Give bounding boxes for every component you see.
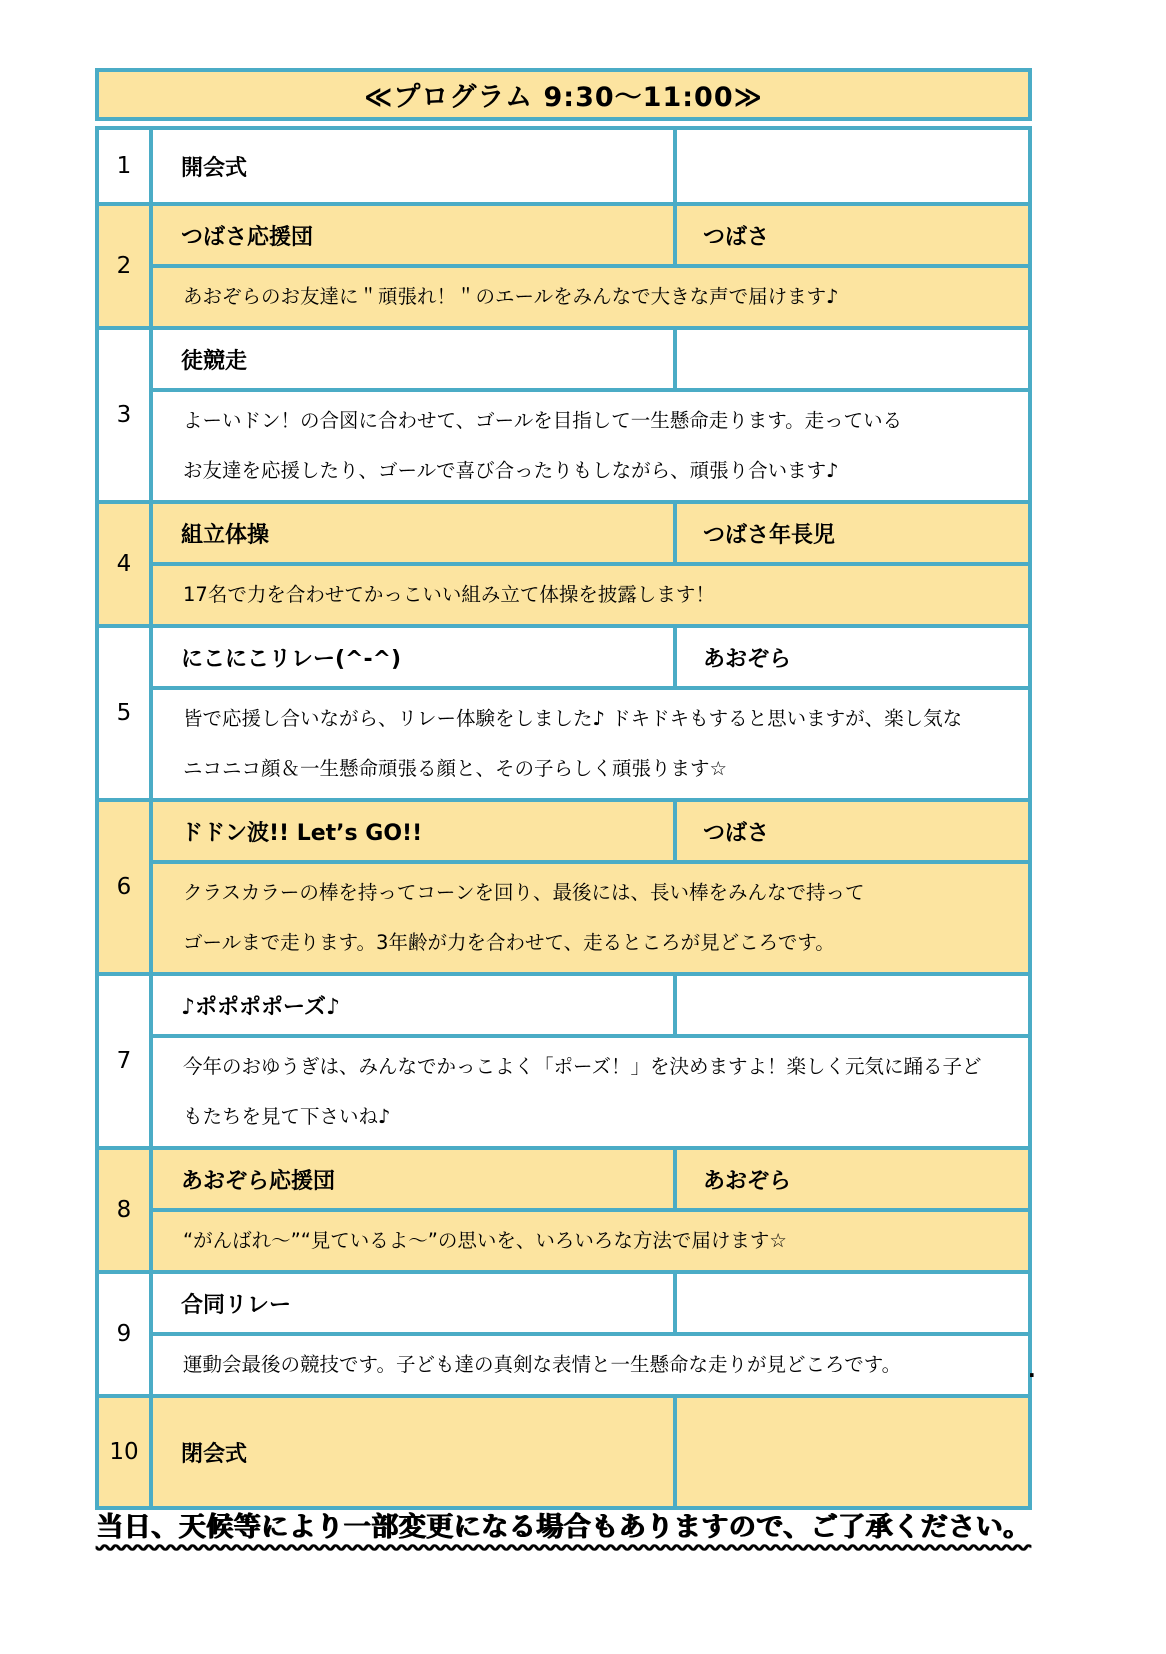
table-row: [99, 1150, 1028, 1270]
row-content: [153, 330, 1028, 500]
description-line: お友達を応援したり、ゴールで喜び合ったりもしながら、頑張り合います♪: [183, 459, 839, 482]
event-description: [153, 392, 1028, 500]
title-row: [153, 1398, 1028, 1506]
row-content: [153, 802, 1028, 972]
description-line: あおぞらのお友達に＂頑張れ！＂のエールをみんなで大きな声で届けます♪: [183, 285, 839, 308]
row-number: 5: [99, 628, 149, 798]
description-line: 皆で応援し合いながら、リレー体験をしました♪ ドキドキもすると思いますが、楽し気な: [183, 707, 963, 730]
row-number: 10: [99, 1398, 149, 1506]
row-number: 4: [99, 504, 149, 624]
row-number: 8: [99, 1150, 149, 1270]
title-row: [153, 206, 1028, 264]
description-line: ニコニコ顔＆一生懸命頑張る顔と、その子らしく頑張ります☆: [183, 757, 727, 780]
title-row: [153, 802, 1028, 860]
event-title: ♪ポポポポーズ♪: [153, 976, 673, 1034]
event-title: 徒競走: [153, 330, 673, 388]
table-row: [99, 1274, 1028, 1394]
row-content: [153, 130, 1028, 202]
event-group: [677, 130, 1028, 202]
row-content: [153, 206, 1028, 326]
event-description: [153, 268, 1028, 326]
row-number: 6: [99, 802, 149, 972]
event-title: あおぞら応援団: [153, 1150, 673, 1208]
event-description: [153, 690, 1028, 798]
event-group: つばさ年長児: [677, 504, 1028, 562]
description-line: もたちを見て下さいね♪: [183, 1105, 391, 1128]
description-line: よーいドン！の合図に合わせて、ゴールを目指して一生懸命走ります。走っている: [183, 409, 903, 432]
title-row: [153, 1274, 1028, 1332]
event-description: [153, 566, 1028, 624]
event-title: 組立体操: [153, 504, 673, 562]
row-number: 2: [99, 206, 149, 326]
event-title: にこにこリレー(^-^): [153, 628, 673, 686]
event-description: [153, 1038, 1028, 1146]
row-content: [153, 1274, 1028, 1394]
event-description: [153, 1336, 1028, 1394]
row-content: [153, 504, 1028, 624]
row-number: 3: [99, 330, 149, 500]
event-title: 閉会式: [153, 1398, 673, 1506]
title-row: [153, 1150, 1028, 1208]
title-row: [153, 976, 1028, 1034]
title-row: [153, 130, 1028, 202]
title-row: [153, 504, 1028, 562]
weather-disclaimer: 当日、天候等により一部変更になる場合もありますので、ご了承ください。: [96, 1512, 1031, 1543]
event-group: つばさ: [677, 802, 1028, 860]
description-line: ゴールまで走ります。3年齢が力を合わせて、走るところが見どころです。: [183, 931, 835, 954]
stray-period-mark: .: [1028, 1358, 1036, 1382]
table-row: [99, 628, 1028, 798]
row-content: [153, 1398, 1028, 1506]
program-table: [95, 68, 1032, 1510]
event-title: ドドン波!! Let’s GO!!: [153, 802, 673, 860]
description-line: “がんばれ～”“見ているよ～”の思いを、いろいろな方法で届けます☆: [183, 1229, 787, 1252]
table-row: [99, 330, 1028, 500]
event-description: [153, 864, 1028, 972]
description-line: 運動会最後の競技です。子ども達の真剣な表情と一生懸命な走りが見どころです。: [183, 1353, 902, 1376]
row-number: 7: [99, 976, 149, 1146]
row-content: [153, 976, 1028, 1146]
description-line: 17名で力を合わせてかっこいい組み立て体操を披露します！: [183, 583, 715, 606]
event-title: つばさ応援団: [153, 206, 673, 264]
title-row: [153, 330, 1028, 388]
program-header: ≪プログラム 9:30～11:00≫: [95, 68, 1032, 121]
row-number: 1: [99, 130, 149, 202]
row-content: [153, 1150, 1028, 1270]
table-row: [99, 206, 1028, 326]
event-title: 合同リレー: [153, 1274, 673, 1332]
row-number: 9: [99, 1274, 149, 1394]
program-rows: [95, 126, 1032, 1510]
event-title: 開会式: [153, 130, 673, 202]
table-row: [99, 976, 1028, 1146]
event-group: あおぞら: [677, 628, 1028, 686]
event-group: あおぞら: [677, 1150, 1028, 1208]
event-group: [677, 330, 1028, 388]
event-group: [677, 1398, 1028, 1506]
row-content: [153, 628, 1028, 798]
event-group: [677, 976, 1028, 1034]
table-row: [99, 1398, 1028, 1506]
event-group: [677, 1274, 1028, 1332]
description-line: 今年のおゆうぎは、みんなでかっこよく「ポーズ！」を決めますよ！楽しく元気に踊る子ど: [183, 1055, 982, 1078]
title-row: [153, 628, 1028, 686]
table-row: [99, 504, 1028, 624]
event-group: つばさ: [677, 206, 1028, 264]
table-row: [99, 802, 1028, 972]
description-line: クラスカラーの棒を持ってコーンを回り、最後には、長い棒をみんなで持って: [183, 881, 865, 904]
table-row: [99, 130, 1028, 202]
event-description: [153, 1212, 1028, 1270]
